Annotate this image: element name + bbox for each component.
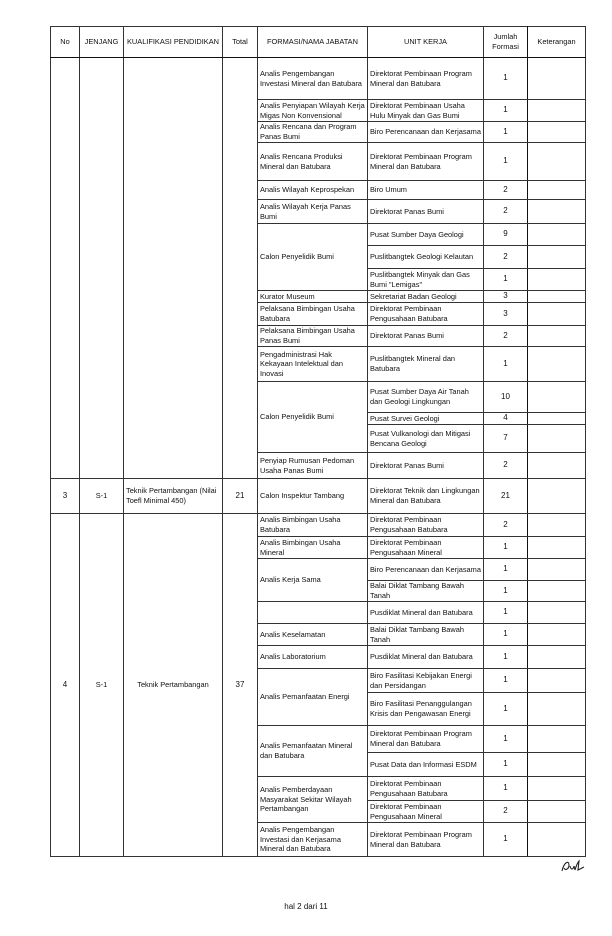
cell-keterangan [528,382,586,413]
cell-keterangan [528,224,586,246]
cell-keterangan [528,200,586,224]
cell-unit-kerja: Biro Perencanaan dan Kerjasama [368,559,484,581]
cell-jabatan: Analis Laboratorium [258,646,368,669]
cell-jumlah: 2 [484,181,528,200]
header-formasi: FORMASI/NAMA JABATAN [258,27,368,58]
cell-unit-kerja: Direktorat Panas Bumi [368,326,484,347]
cell-jabatan: Pelaksana Bimbingan Usaha Batubara [258,303,368,326]
header-kualifikasi: KUALIFIKASI PENDIDIKAN [124,27,223,58]
cell-keterangan [528,413,586,425]
cell-unit-kerja: Direktorat Panas Bumi [368,453,484,479]
cell-unit-kerja: Direktorat Pembinaan Pengusahaan Batubara [368,303,484,326]
cell-jumlah: 1 [484,347,528,382]
cell-keterangan [528,581,586,602]
cell-jumlah: 9 [484,224,528,246]
cell-jabatan: Analis Penyiapan Wilayah Kerja Migas Non Konvensional [258,100,368,122]
signature [560,858,586,874]
cell-jumlah: 2 [484,801,528,823]
cell-unit-kerja: Direktorat Pembinaan Program Mineral dan Batubara [368,143,484,181]
cell-keterangan [528,559,586,581]
cell-keterangan [528,823,586,857]
cell-jumlah: 2 [484,453,528,479]
cell-jumlah: 2 [484,326,528,347]
cell-keterangan [528,537,586,559]
cell-unit-kerja: Direktorat Pembinaan Pengusahaan Batubara [368,514,484,537]
formasi-table [50,26,586,857]
cell-jabatan: Kurator Museum [258,291,368,303]
cell-unit-kerja: Balai Diklat Tambang Bawah Tanah [368,581,484,602]
header-total: Total [223,27,258,58]
cell-unit-kerja: Puslitbangtek Geologi Kelautan [368,246,484,269]
cell-jabatan: Analis Pemberdayaan Masyarakat Sekitar Wilayah Pertambangan [258,777,368,823]
cell-unit-kerja: Direktorat Pembinaan Pengusahaan Mineral [368,801,484,823]
cell-keterangan [528,777,586,801]
cell-unit-kerja: Direktorat Pembinaan Program Mineral dan Batubara [368,58,484,100]
cell-unit-kerja: Pusdiklat Mineral dan Batubara [368,646,484,669]
cell-unit-kerja: Direktorat Teknik dan Lingkungan Mineral dan Batubara [368,479,484,514]
cell-keterangan [528,143,586,181]
cell-jabatan: Analis Bimbingan Usaha Mineral [258,537,368,559]
cell-unit-kerja: Direktorat Pembinaan Program Mineral dan Batubara [368,823,484,857]
cell-keterangan [528,425,586,453]
header-jenjang: JENJANG [80,27,124,58]
cell-jabatan: Calon Inspektur Tambang [258,479,368,514]
cell-keterangan [528,753,586,777]
cell-unit-kerja: Direktorat Pembinaan Pengusahaan Mineral [368,537,484,559]
cell-jumlah: 10 [484,382,528,413]
cell-jumlah: 1 [484,646,528,669]
cell-jumlah: 3 [484,303,528,326]
cell-jumlah: 7 [484,425,528,453]
table-row [51,479,586,514]
cell-jumlah: 3 [484,291,528,303]
cell-kualifikasi: Teknik Pertambangan [124,514,223,857]
cell-jabatan: Analis Rencana dan Program Panas Bumi [258,122,368,143]
header-unit-kerja: UNIT KERJA [368,27,484,58]
cell-jumlah: 1 [484,58,528,100]
cell-jumlah: 1 [484,122,528,143]
cell-no [51,58,80,479]
cell-keterangan [528,246,586,269]
cell-unit-kerja: Biro Perencanaan dan Kerjasama [368,122,484,143]
cell-jumlah: 1 [484,777,528,801]
cell-keterangan [528,122,586,143]
cell-unit-kerja: Pusat Sumber Daya Geologi [368,224,484,246]
cell-keterangan [528,181,586,200]
cell-no: 3 [51,479,80,514]
cell-jumlah: 1 [484,624,528,646]
header-jumlah-formasi: Jumlah Formasi [484,27,528,58]
cell-keterangan [528,347,586,382]
cell-unit-kerja: Puslitbangtek Mineral dan Batubara [368,347,484,382]
cell-no: 4 [51,514,80,857]
cell-jabatan: Analis Rencana Produksi Mineral dan Batubara [258,143,368,181]
cell-total: 21 [223,479,258,514]
cell-jabatan: Pengadministrasi Hak Kekayaan Intelektual dan Inovasi [258,347,368,382]
cell-keterangan [528,801,586,823]
cell-unit-kerja: Pusat Data dan Informasi ESDM [368,753,484,777]
cell-keterangan [528,326,586,347]
cell-jumlah: 1 [484,537,528,559]
cell-jumlah: 1 [484,693,528,726]
cell-jenjang: S-1 [80,514,124,857]
cell-jumlah: 21 [484,479,528,514]
cell-kualifikasi: Teknik Pertambangan (Nilai Toefl Minimal 450) [124,479,223,514]
cell-jabatan: Analis Pengembangan Investasi Mineral dan Batubara [258,58,368,100]
table-header-row [51,27,586,58]
cell-keterangan [528,269,586,291]
table-row [51,514,586,537]
cell-jabatan: Calon Penyelidik Bumi [258,224,368,291]
cell-jumlah: 1 [484,726,528,753]
cell-unit-kerja: Direktorat Pembinaan Program Mineral dan Batubara [368,726,484,753]
cell-keterangan [528,602,586,624]
cell-unit-kerja: Biro Fasilitasi Penanggulangan Krisis dan Pengawasan Energi [368,693,484,726]
header-no: No [51,27,80,58]
cell-jumlah: 1 [484,581,528,602]
cell-jabatan [258,602,368,624]
cell-total [223,58,258,479]
cell-jumlah: 1 [484,269,528,291]
cell-keterangan [528,58,586,100]
cell-jumlah: 2 [484,514,528,537]
cell-keterangan [528,479,586,514]
cell-keterangan [528,100,586,122]
cell-jabatan: Penyiap Rumusan Pedoman Usaha Panas Bumi [258,453,368,479]
cell-keterangan [528,303,586,326]
cell-unit-kerja: Pusat Sumber Daya Air Tanah dan Geologi Lingkungan [368,382,484,413]
cell-unit-kerja: Pusat Survei Geologi [368,413,484,425]
cell-keterangan [528,624,586,646]
cell-jenjang [80,58,124,479]
cell-keterangan [528,453,586,479]
cell-jumlah: 1 [484,753,528,777]
cell-unit-kerja: Direktorat Panas Bumi [368,200,484,224]
cell-kualifikasi [124,58,223,479]
cell-jumlah: 4 [484,413,528,425]
cell-total: 37 [223,514,258,857]
cell-unit-kerja: Pusdiklat Mineral dan Batubara [368,602,484,624]
cell-jabatan: Pelaksana Bimbingan Usaha Panas Bumi [258,326,368,347]
cell-jumlah: 1 [484,823,528,857]
cell-jumlah: 2 [484,246,528,269]
header-keterangan: Keterangan [528,27,586,58]
cell-jabatan: Analis Pemanfaatan Energi [258,669,368,726]
cell-jabatan: Calon Penyelidik Bumi [258,382,368,453]
cell-unit-kerja: Balai Diklat Tambang Bawah Tanah [368,624,484,646]
page-number: hal 2 dari 11 [284,902,328,911]
cell-unit-kerja: Pusat Vulkanologi dan Mitigasi Bencana Geologi [368,425,484,453]
cell-unit-kerja: Direktorat Pembinaan Usaha Hulu Minyak dan Gas Bumi [368,100,484,122]
cell-keterangan [528,726,586,753]
table-row [51,58,586,100]
cell-jumlah: 1 [484,602,528,624]
cell-unit-kerja: Biro Umum [368,181,484,200]
cell-jabatan: Analis Wilayah Kerja Panas Bumi [258,200,368,224]
cell-jumlah: 1 [484,669,528,693]
cell-keterangan [528,693,586,726]
cell-unit-kerja: Puslitbangtek Minyak dan Gas Bumi "Lemigas" [368,269,484,291]
cell-jumlah: 1 [484,143,528,181]
cell-unit-kerja: Biro Fasilitasi Kebijakan Energi dan Persidangan [368,669,484,693]
cell-jabatan: Analis Kerja Sama [258,559,368,602]
cell-jenjang: S-1 [80,479,124,514]
cell-jabatan: Analis Bimbingan Usaha Batubara [258,514,368,537]
cell-keterangan [528,514,586,537]
cell-unit-kerja: Sekretariat Badan Geologi [368,291,484,303]
cell-jabatan: Analis Wilayah Keprospekan [258,181,368,200]
cell-jabatan: Analis Pemanfaatan Mineral dan Batubara [258,726,368,777]
cell-unit-kerja: Direktorat Pembinaan Pengusahaan Batubara [368,777,484,801]
cell-keterangan [528,669,586,693]
cell-keterangan [528,646,586,669]
cell-jumlah: 1 [484,100,528,122]
cell-jumlah: 2 [484,200,528,224]
cell-jabatan: Analis Keselamatan [258,624,368,646]
cell-keterangan [528,291,586,303]
cell-jabatan: Analis Pengembangan Investasi dan Kerjasama Mineral dan Batubara [258,823,368,857]
cell-jumlah: 1 [484,559,528,581]
